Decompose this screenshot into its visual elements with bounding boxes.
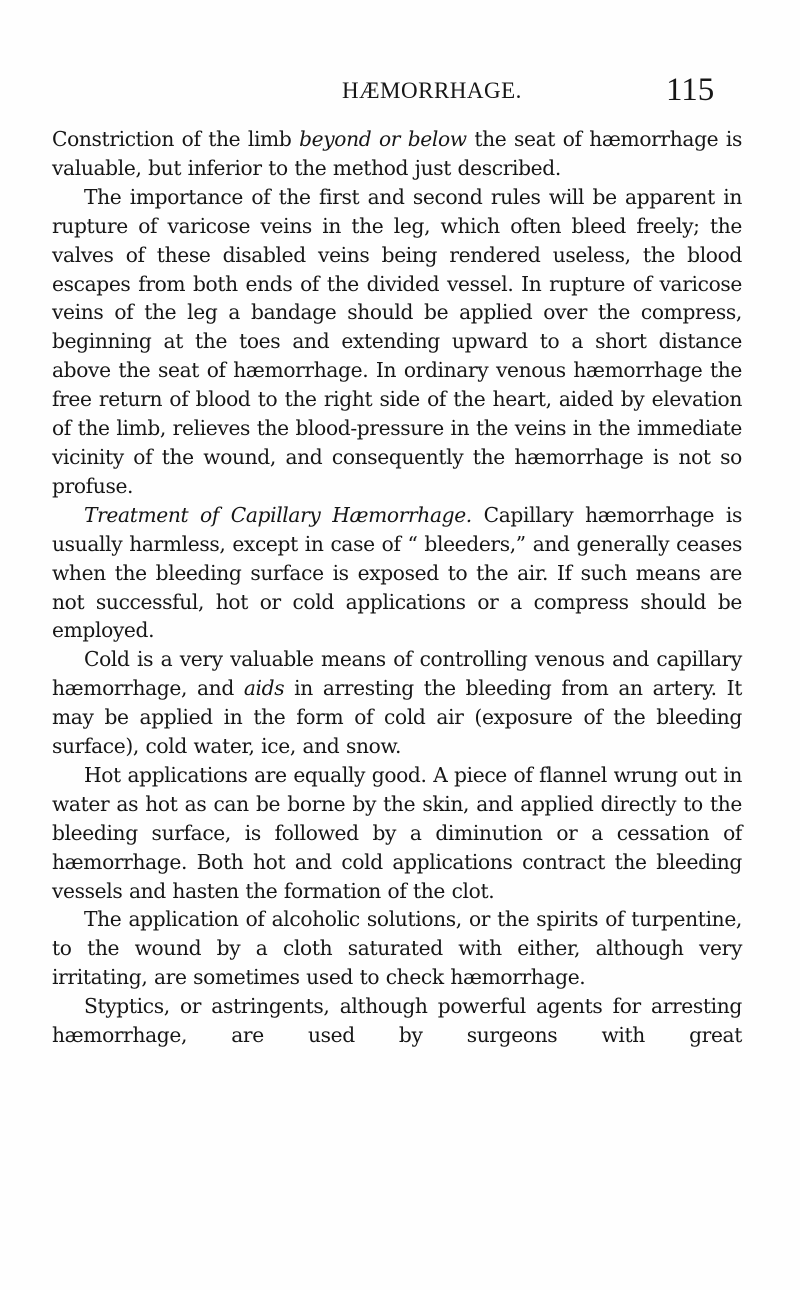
page-header: [0, 72, 800, 110]
paragraph-hot-applications: Hot applications are equally good. A piece of flannel wrung out in water as hot as can be borne by the skin, and applied directly to the bleeding surface, is followed by a diminution or a cessation of hæmorrhage. Both hot and cold applications contract the bleeding vessels and hasten the formation of the clot.: [52, 762, 742, 903]
page-number: 115: [666, 72, 715, 108]
emphasis-beyond: beyond: [299, 127, 372, 151]
running-head: HÆMORRHAGE.: [342, 78, 522, 103]
paragraph-constriction: Constriction of the limb beyond or below the seat of hæmorrhage is valuable, but inferior to the method just described.: [52, 127, 742, 180]
paragraph-capillary-haemorrhage: Treatment of Capillary Hæmorrhage. Capillary hæmorrhage is usually harmless, except in case of “ bleeders,” and generally ceases when the bleeding surface is exposed to the air. If such means are not successful, hot or cold applications or a compress should be employed.: [52, 502, 742, 643]
paragraph-alcoholic-solutions: The application of alcoholic solutions, or the spirits of turpentine, to the wound by a cloth saturated with either, although very irritating, are sometimes used to check hæmorrhage.: [52, 907, 742, 990]
paragraph-varicose-veins: The importance of the first and second rules will be apparent in rupture of varicose veins in the leg, which often bleed freely; the valves of these disabled veins being rendered useless, the blood escapes from both ends of the divided vessel. In rupture of varicose veins of the leg a bandage should be applied over the compress, beginning at the toes and extending upward to a short distance above the seat of hæmorrhage. In ordinary venous hæmorrhage the free return of blood to the right side of the heart, aided by elevation of the limb, relieves the blood-pressure in the veins in the immediate vicinity of the wound, and consequently the hæmorrhage is not so profuse.: [52, 184, 742, 498]
emphasis-aids: aids: [243, 676, 285, 701]
paragraph-styptics: Styptics, or astringents, although powerful agents for arresting hæmorrhage, are used by surgeons with great: [52, 994, 742, 1048]
section-heading-capillary: Treatment of Capillary Hæmorrhage.: [84, 502, 472, 527]
emphasis-or: or: [378, 127, 401, 151]
body-text: [52, 125, 742, 1050]
emphasis-below: below: [407, 127, 467, 151]
paragraph-cold: Cold is a very valuable means of controlling venous and capillary hæmorrhage, and aids in arresting the bleeding from an artery. It may be applied in the form of cold air (exposure of the bleeding surface), cold water, ice, and snow.: [52, 647, 742, 759]
